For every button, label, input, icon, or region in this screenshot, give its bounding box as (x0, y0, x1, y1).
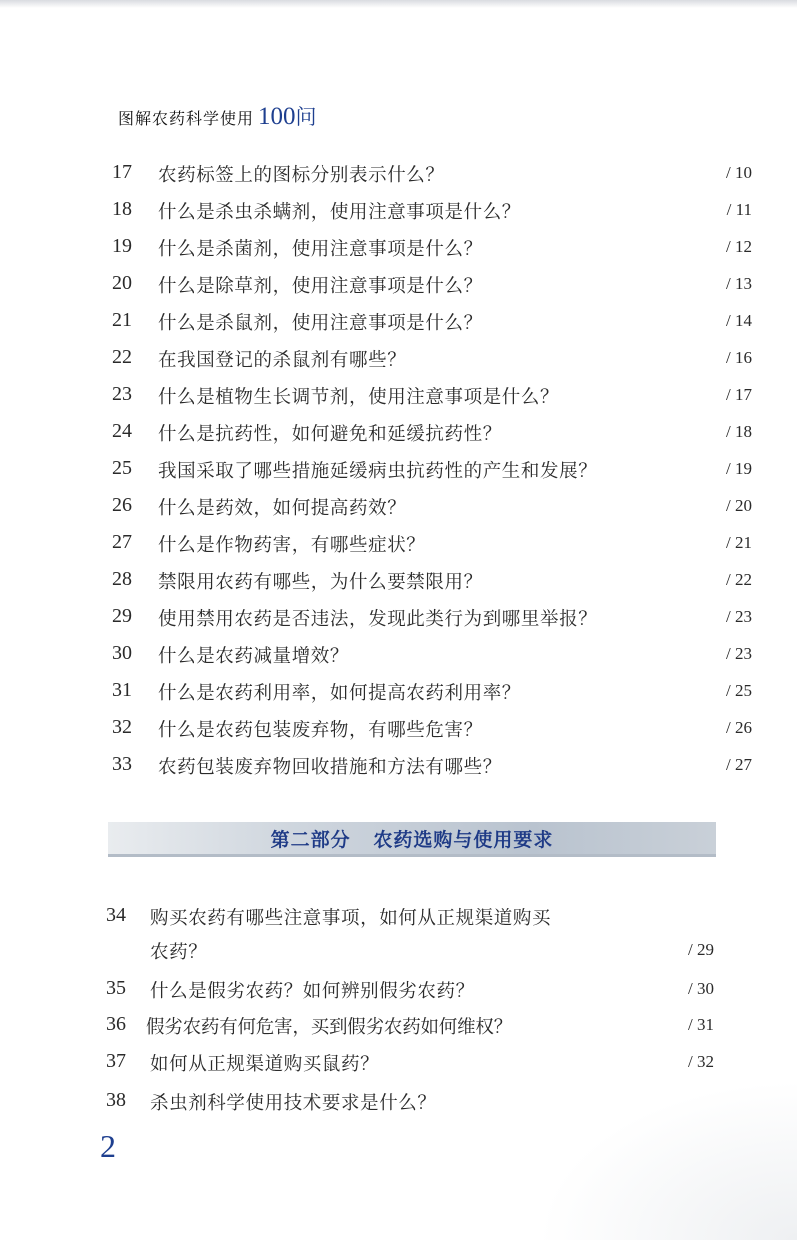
entry-title: 什么是农药包装废弃物，有哪些危害？ (158, 720, 483, 741)
entry-number: 38 (106, 1089, 126, 1111)
toc-entry-24[interactable] (112, 420, 752, 452)
entry-title: 什么是杀虫杀螨剂，使用注意事项是什么？ (158, 202, 521, 223)
entry-page: / 30 (688, 979, 714, 998)
toc-entry-21[interactable] (112, 309, 752, 341)
entry-number: 30 (112, 642, 132, 664)
entry-title: 什么是假劣农药？如何辨别假劣农药？ (150, 981, 475, 1002)
entry-title: 假劣农药有何危害，买到假劣农药如何维权？ (146, 1017, 513, 1038)
entry-number: 37 (106, 1050, 126, 1072)
entry-page: / 23 (726, 607, 752, 626)
entry-number: 21 (112, 309, 132, 331)
top-edge (0, 0, 797, 8)
entry-number: 34 (106, 904, 126, 926)
entry-title: 禁限用农药有哪些，为什么要禁限用？ (158, 572, 483, 593)
entry-title: 什么是作物药害，有哪些症状？ (158, 535, 426, 556)
entry-title: 什么是抗药性，如何避免和延缓抗药性？ (158, 424, 502, 445)
toc-entry-25[interactable] (112, 457, 752, 489)
entry-title: 农药包装废弃物回收措施和方法有哪些？ (158, 757, 502, 778)
entry-page: / 19 (726, 459, 752, 478)
toc-entry-31[interactable] (112, 679, 752, 711)
toc-entry-33[interactable] (112, 753, 752, 785)
toc-entry-22[interactable] (112, 346, 752, 378)
entry-number: 33 (112, 753, 132, 775)
entry-number: 32 (112, 716, 132, 738)
entry-page: / 21 (726, 533, 752, 552)
entry-number: 29 (112, 605, 132, 627)
entry-number: 22 (112, 346, 132, 368)
book-title-number: 100 (258, 103, 296, 130)
entry-title: 我国采取了哪些措施延缓病虫抗药性的产生和发展？ (158, 461, 598, 482)
toc-entry-34[interactable] (106, 904, 714, 974)
page-corner-shade (537, 1080, 797, 1240)
toc-entry-35[interactable] (106, 977, 714, 1009)
running-header (118, 101, 317, 141)
entry-page: / 17 (726, 385, 752, 404)
entry-number: 19 (112, 235, 132, 257)
toc-entry-19[interactable] (112, 235, 752, 267)
toc-entry-17[interactable] (112, 161, 752, 193)
entry-page: / 14 (726, 311, 752, 330)
toc-entry-37[interactable] (106, 1050, 714, 1082)
page-number: 2 (100, 1128, 116, 1164)
entry-title: 什么是杀菌剂，使用注意事项是什么？ (158, 239, 483, 260)
toc-entry-32[interactable] (112, 716, 752, 748)
section-title: 第二部分 农药选购与使用要求 (270, 829, 554, 851)
entry-number: 25 (112, 457, 132, 479)
toc-entry-27[interactable] (112, 531, 752, 563)
entry-number: 24 (112, 420, 132, 442)
toc-entry-26[interactable] (112, 494, 752, 526)
entry-title: 什么是药效，如何提高药效？ (158, 498, 407, 519)
entry-number: 26 (112, 494, 132, 516)
entry-page: / 29 (688, 940, 714, 959)
entry-title: 农药标签上的图标分别表示什么？ (158, 165, 445, 186)
entry-title: 什么是除草剂，使用注意事项是什么？ (158, 276, 483, 297)
entry-page: / 12 (726, 237, 752, 256)
entry-title-continuation: 农药？ (150, 942, 208, 963)
entry-title: 购买农药有哪些注意事项，如何从正规渠道购买 (150, 908, 552, 929)
book-title: 图解农药科学使用 (118, 109, 255, 128)
entry-page: / 23 (726, 644, 752, 663)
toc-entry-29[interactable] (112, 605, 752, 637)
entry-title: 如何从正规渠道购买鼠药？ (150, 1054, 380, 1075)
toc-entry-36[interactable] (106, 1013, 714, 1045)
entry-number: 20 (112, 272, 132, 294)
entry-page: / 11 (726, 200, 752, 219)
entry-page: / 26 (726, 718, 752, 737)
entry-page: / 32 (688, 1052, 714, 1071)
entry-page: / 16 (726, 348, 752, 367)
entry-title: 在我国登记的杀鼠剂有哪些？ (158, 350, 407, 371)
entry-title: 什么是杀鼠剂，使用注意事项是什么？ (158, 313, 483, 334)
entry-title: 什么是农药利用率，如何提高农药利用率？ (158, 683, 521, 704)
section-header-bar (108, 822, 716, 854)
entry-page: / 27 (726, 755, 752, 774)
entry-page: / 18 (726, 422, 752, 441)
entry-page: / 13 (726, 274, 752, 293)
entry-page: / 10 (726, 163, 752, 182)
entry-number: 36 (106, 1013, 126, 1035)
entry-page: / 25 (726, 681, 752, 700)
toc-entry-18[interactable] (112, 198, 752, 230)
entry-number: 18 (112, 198, 132, 220)
toc-entry-28[interactable] (112, 568, 752, 600)
toc-entry-23[interactable] (112, 383, 752, 415)
entry-number: 27 (112, 531, 132, 553)
entry-number: 17 (112, 161, 132, 183)
entry-number: 23 (112, 383, 132, 405)
entry-page: / 20 (726, 496, 752, 515)
entry-number: 31 (112, 679, 132, 701)
entry-number: 35 (106, 977, 126, 999)
entry-title: 什么是农药减量增效？ (158, 646, 350, 667)
entry-number: 28 (112, 568, 132, 590)
entry-title: 杀虫剂科学使用技术要求是什么？ (150, 1093, 437, 1114)
book-title-suffix: 问 (295, 105, 317, 129)
toc-entry-30[interactable] (112, 642, 752, 674)
entry-page: / 31 (688, 1015, 714, 1034)
entry-page: / 22 (726, 570, 752, 589)
entry-title: 什么是植物生长调节剂，使用注意事项是什么？ (158, 387, 560, 408)
toc-entry-20[interactable] (112, 272, 752, 304)
entry-title: 使用禁用农药是否违法，发现此类行为到哪里举报？ (158, 609, 598, 630)
